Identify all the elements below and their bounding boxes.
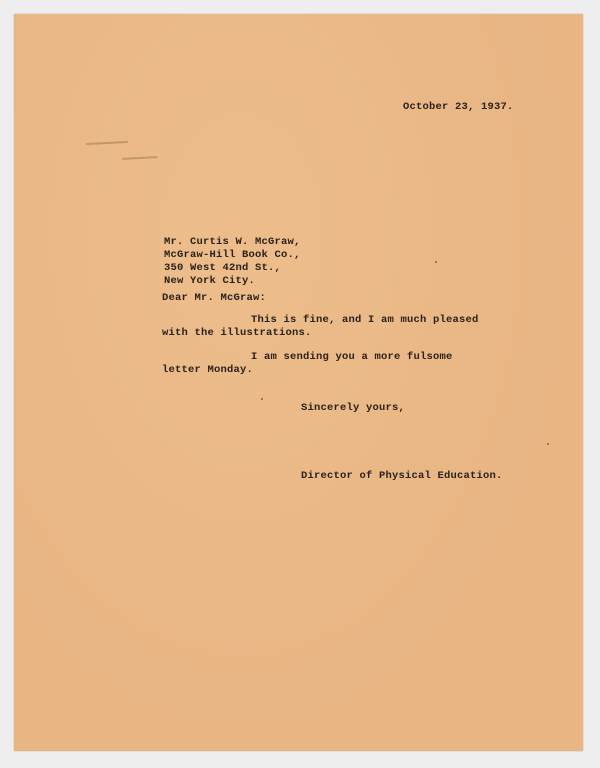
paper-speck	[435, 261, 437, 263]
paper-speck	[547, 443, 549, 445]
recipient-city: New York City.	[164, 275, 256, 287]
paragraph-1-line-2: with the illustrations.	[162, 327, 312, 339]
paper-smudge	[122, 156, 158, 160]
closing: Sincerely yours,	[301, 402, 406, 414]
paragraph-2-line-1: I am sending you a more fulsome	[251, 351, 453, 363]
recipient-address	[164, 236, 301, 288]
letter-date: October 23, 1937.	[403, 101, 514, 113]
paragraph-1-line-1: This is fine, and I am much pleased	[251, 314, 479, 326]
recipient-company: McGraw-Hill Book Co.,	[164, 249, 301, 261]
paper-speck	[261, 398, 263, 400]
salutation: Dear Mr. McGraw:	[162, 292, 267, 304]
paragraph-2-line-2: letter Monday.	[162, 364, 254, 376]
recipient-street: 350 West 42nd St.,	[164, 262, 282, 274]
recipient-name: Mr. Curtis W. McGraw,	[164, 236, 301, 248]
paper-smudge	[86, 141, 128, 145]
letter-page	[14, 14, 583, 751]
signature-title: Director of Physical Education.	[301, 470, 503, 482]
